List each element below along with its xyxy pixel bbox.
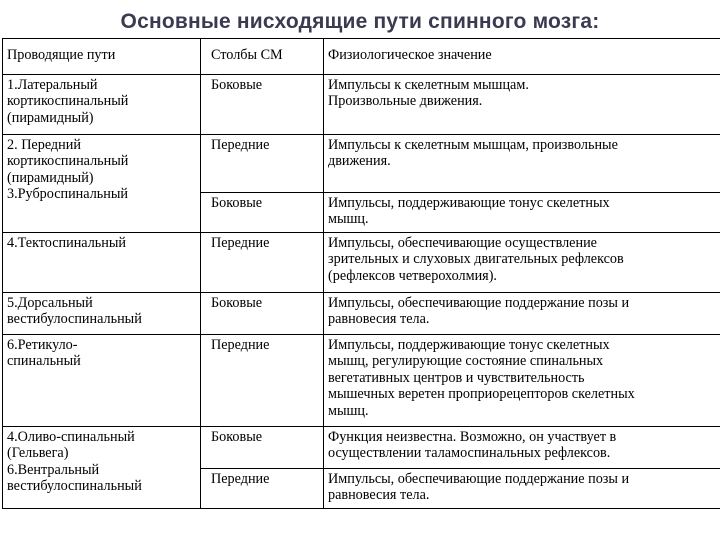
column-cell: Боковые bbox=[201, 426, 324, 468]
column-cell: Боковые bbox=[201, 74, 324, 134]
meaning-cell: Импульсы, поддерживающие тонус скелетных мышц. bbox=[324, 192, 720, 232]
meaning-cell: Импульсы, обеспечивающие поддержание позы и равновесия тела. bbox=[324, 292, 720, 334]
meaning-cell: Функция неизвестна. Возможно, он участвует в осуществлении таламоспинальных рефлексов. bbox=[324, 426, 720, 468]
page-title: Основные нисходящие пути спинного мозга: bbox=[120, 10, 600, 33]
table-row bbox=[3, 74, 720, 134]
meaning-cell: Импульсы к скелетным мышцам. Произвольные движения. bbox=[324, 74, 720, 134]
column-cell: Передние bbox=[201, 232, 324, 292]
meaning-cell: Импульсы, обеспечивающие поддержание позы и равновесия тела. bbox=[324, 468, 720, 508]
header-meaning: Физиологическое значение bbox=[324, 39, 720, 75]
pathway-cell: 6.Ретикуло- спинальный bbox=[3, 334, 201, 426]
pathway-cell: 4.Оливо-спинальный (Гельвега) 6.Вентральный вестибулоспинальный bbox=[3, 426, 201, 508]
table-row bbox=[3, 134, 720, 192]
column-cell: Боковые bbox=[201, 292, 324, 334]
descending-pathways-table bbox=[2, 38, 720, 509]
header-columns: Столбы СМ bbox=[201, 39, 324, 75]
table-row bbox=[3, 426, 720, 468]
header-pathways: Проводящие пути bbox=[3, 39, 201, 75]
table-row bbox=[3, 232, 720, 292]
pathway-cell: 5.Дорсальный вестибулоспинальный bbox=[3, 292, 201, 334]
table-row bbox=[3, 292, 720, 334]
pathway-cell: 4.Тектоспинальный bbox=[3, 232, 201, 292]
table-row bbox=[3, 334, 720, 426]
column-cell: Боковые bbox=[201, 192, 324, 232]
meaning-cell: Импульсы, поддерживающие тонус скелетных мышц, регулирующие состояние спинальных вегетативных центров и чувствительность мышечных веретен проприорецепторов скелетных мышц. bbox=[324, 334, 720, 426]
meaning-cell: Импульсы к скелетным мышцам, произвольные движения. bbox=[324, 134, 720, 192]
table-header-row bbox=[3, 39, 720, 75]
pathway-cell: 1.Латеральный кортикоспинальный (пирамидный) bbox=[3, 74, 201, 134]
meaning-cell: Импульсы, обеспечивающие осуществление зрительных и слуховых двигательных рефлексов (рефлексов четверохолмия). bbox=[324, 232, 720, 292]
pathway-cell: 2. Передний кортикоспинальный (пирамидный) 3.Руброспинальный bbox=[3, 134, 201, 232]
column-cell: Передние bbox=[201, 468, 324, 508]
column-cell: Передние bbox=[201, 334, 324, 426]
column-cell: Передние bbox=[201, 134, 324, 192]
